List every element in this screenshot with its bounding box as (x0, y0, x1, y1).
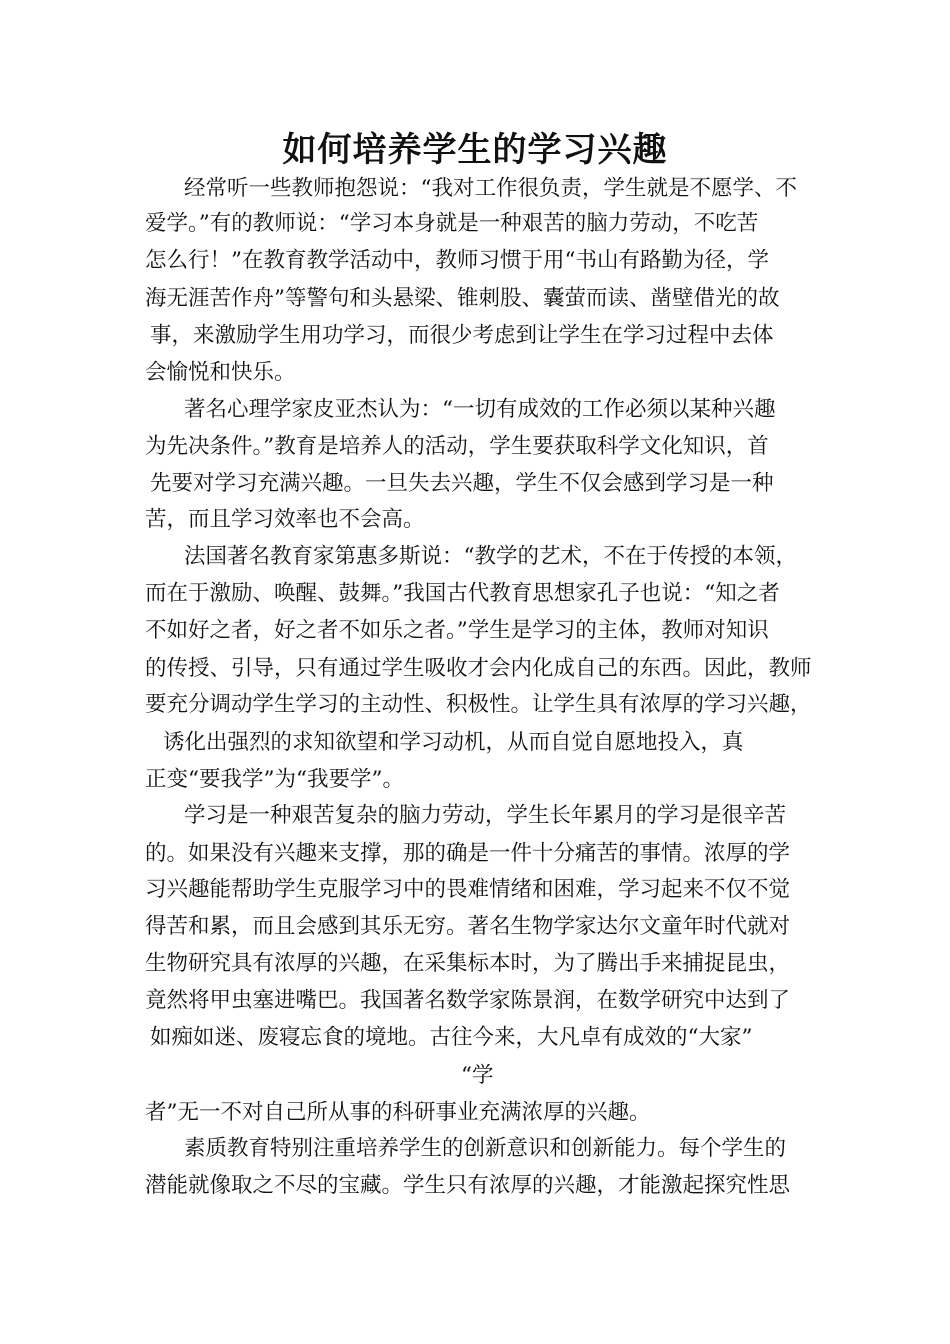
text-line: 爱学。”有的教师说：“学习本身就是一种艰苦的脑力劳动，不吃苦 (145, 211, 759, 236)
text-line: 的传授、引导，只有通过学生吸收才会内化成自己的东西。因此，教师 (145, 656, 812, 681)
text-line: 法国著名教育家第惠多斯说：“教学的艺术，不在于传授的本领， (184, 544, 797, 569)
text-line: 潜能就像取之不尽的宝藏。学生只有浓厚的兴趣，才能激起探究性思 (145, 1173, 791, 1198)
text-line: 诱化出强烈的求知欲望和学习动机，从而自觉自愿地投入，真 (163, 730, 744, 755)
text-line: 正变“要我学”为“我要学”。 (145, 767, 404, 792)
text-line: 事，来激励学生用功学习，而很少考虑到让学生在学习过程中去体 (150, 323, 774, 348)
text-line: 的。如果没有兴趣来支撑，那的确是一件十分痛苦的事情。浓厚的学 (145, 841, 791, 866)
text-line: 怎么行！”在教育教学活动中，教师习惯于用“书山有路勤为径，学 (145, 248, 769, 273)
text-line: 生物研究具有浓厚的兴趣，在采集标本时，为了腾出手来捕捉昆虫， (145, 951, 791, 976)
text-line: 苦，而且学习效率也不会高。 (145, 507, 425, 532)
text-line: 经常听一些教师抱怨说：“我对工作很负责，学生就是不愿学、不 (184, 176, 797, 201)
text-line: 而在于激励、唤醒、鼓舞。”我国古代教育思想家孔子也说：“知之者 (145, 581, 780, 606)
document-title: 如何培养学生的学习兴趣 (282, 130, 668, 170)
text-line: 海无涯苦作舟”等警句和头悬梁、锥刺股、囊萤而读、凿壁借光的故 (145, 286, 780, 311)
text-line: 如痴如迷、废寝忘食的境地。古往今来，大凡卓有成效的“大家” (150, 1025, 753, 1050)
text-line: 不如好之者，好之者不如乐之者。”学生是学习的主体，教师对知识 (145, 618, 769, 643)
text-line: 得苦和累，而且会感到其乐无穷。著名生物学家达尔文童年时代就对 (145, 914, 791, 939)
text-line: 学习是一种艰苦复杂的脑力劳动，学生长年累月的学习是很辛苦 (184, 803, 787, 828)
text-line: 著名心理学家皮亚杰认为：“一切有成效的工作必须以某种兴趣 (184, 397, 776, 422)
text-line: 素质教育特别注重培养学生的创新意识和创新能力。每个学生的 (184, 1136, 787, 1161)
text-line: 会愉悦和快乐。 (145, 360, 296, 385)
text-line: 为先决条件。”教育是培养人的活动，学生要获取科学文化知识，首 (145, 434, 769, 459)
text-line: 要充分调动学生学习的主动性、积极性。让学生具有浓厚的学习兴趣， (145, 692, 812, 717)
text-line: 者”无一不对自己所从事的科研事业充满浓厚的兴趣。 (145, 1100, 651, 1125)
text-line: 竟然将甲虫塞进嘴巴。我国著名数学家陈景润，在数学研究中达到了 (145, 988, 791, 1013)
text-line: 习兴趣能帮助学生克服学习中的畏难情绪和困难，学习起来不仅不觉 (145, 877, 791, 902)
text-line: 先要对学习充满兴趣。一旦失去兴趣，学生不仅会感到学习是一种 (150, 471, 774, 496)
text-line: “学 (461, 1063, 494, 1088)
